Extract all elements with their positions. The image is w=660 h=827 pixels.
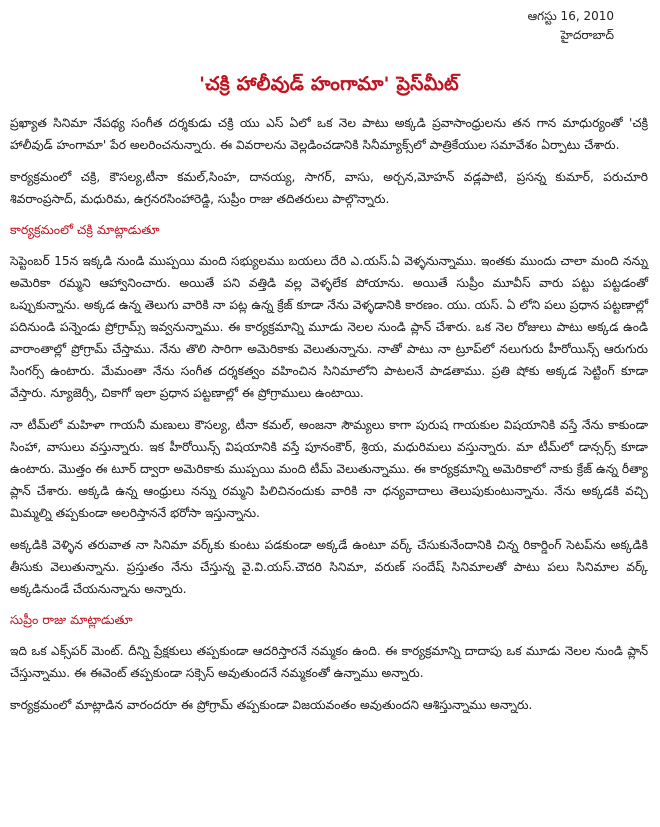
- article-title: 'చక్రి హాలీవుడ్ హంగామా' ప్రెస్‌మీట్: [199, 73, 459, 95]
- section-heading-raju: సుప్రీం రాజు మాట్లాడుతూ: [10, 612, 133, 627]
- article-meta: [10, 0, 648, 45]
- paragraph-chakri-1: సెప్టెంబర్ 15న ఇక్కడి నుండి ముప్పయి మంది సభ్యులము బయలు దేరి ఎ.యస్.ఏ వెళ్ళనున్నాము. ఇంతకు ముందు చాలా మంది నన్ను అమెరికా రమ్మని ఆహ్వానించారు. అయితే పని వత్తిడి వల్ల వెళ్ళలేక పోయాను. అయితే సుప్రీం మూవీస్ వారు పట్టు పట్టడంతో ఒప్పుకున్నాను. అక్కడ ఉన్న తెలుగు వారికి నా పట్ల ఉన్న క్రేజ్ కూడా నేను వెళ్ళడానికి కారణం. యు. యస్. ఏ లోని పలు ప్రధాన పట్టణాల్లో పదినుండి పన్నెండు ప్రోగ్రామ్స్ ఇవ్వనున్నాము. ఈ కార్యక్రమాన్ని మూడు నెలల నుండి ప్లాన్ చేశారు. ఒక నెల రోజులు పాటు అక్కడ ఉండి వారాంతాల్లో ప్రోగ్రామ్ చేస్తాము. నేను తొలి సారిగా అమెరికాకు వెలుతున్నాను. నాతో పాటు నా ట్రూప్‌లో నలుగురు హీరోయిన్స్ ఆరుగురు సింగర్స్ ఉంటారు. మేమంతా నేను సంగీత దర్శకత్వం వహించిన సినిమాలోని పాటలనే పాడతాము. ప్రతి షోకు అక్కడ సెట్టింగ్ కూడా వేస్తారు. న్యూజెర్సీ, చికాగో ఇలా ప్రధాన పట్టణాల్లో ఈ ప్రోగ్రాములు ఉంటాయి.: [10, 254, 648, 400]
- paragraph-chakri-3: అక్కడికి వెళ్ళిన తరువాత నా సినిమా వర్క్‌కు కుంటు పడకుండా అక్కడే ఉంటూ వర్క్ చేసుకునేందానికి చిన్న రికార్డింగ్ సెటప్‌ను అక్కడికి తీసుకు వెలుతున్నాను. ప్రస్తుతం నేను చేస్తున్న వై.వి.యస్.చౌదరి సినిమా, వరుణ్ సందేష్ సినిమాలతో పాటు పలు సినిమాల వర్క్ అక్కడినుండే చేయనున్నాను అన్నారు.: [10, 538, 648, 596]
- section-heading-chakri: కార్యక్రమంలో చక్రి మాట్లాడుతూ: [10, 222, 160, 237]
- paragraph-raju-1: ఇది ఒక ఎక్స్‌పర్ మెంట్. దీన్ని ప్రేక్షకులు తప్పకుండా ఆదరిస్తారనే నమ్మకం ఉంది. ఈ కార్యక్రమాన్ని దాదాపు ఒక మూడు నెలల నుండి ప్లాన్ చేస్తున్నాము. ఈ ఈవెంట్ తప్పకుండా సక్సెస్ అవుతుందనే నమ్మకంతో ఉన్నాము అన్నారు.: [10, 644, 648, 680]
- paragraph-attendees: కార్యక్రమంలో చక్రి, కౌసల్య,టీనా కమల్,సింహ, దానయ్య, సాగర్, వాసు, అర్చన,మోహన్ వడ్లపాటి, ప్రసన్న కుమార్, పరుచూరి శివరాంప్రసాద్, మధురిమ, ఉగ్రనరసింహారెడ్డి, సుప్రీం రాజు తదితరులు పాల్గొన్నారు.: [10, 170, 648, 206]
- article-place: హైదరాబాద్: [560, 28, 614, 42]
- article-date: ఆగస్టు 16, 2010: [527, 9, 614, 23]
- paragraph-chakri-2: నా టీమ్‌లో మహిళా గాయనీ మణులు కౌసల్య, టీనా కమల్, అంజనా సౌమ్యలు కాగా పురుష గాయకుల విషయానికి వస్తే నేను కాకుండా సింహా, వాసులు వస్తున్నారు. ఇక హీరోయిన్స్ విషయానికి వస్తే పూనంకౌర్, శ్రియ, మధురిమలు వస్తున్నారు. మా టీమ్‌లో డాన్సర్స్ కూడా ఉంటారు. మొత్తం ఈ టూర్ ద్వారా అమెరికాకు ముప్పయి మంది టీమ్ వెలుతున్నాము. ఈ కార్యక్రమాన్ని అమెరికాలో నాకు క్రేజ్ ఉన్న రీత్యా ప్లాన్ చేశారు. అక్కడి ఉన్న ఆంధ్రులు నన్ను రమ్మని పిలిచినందుకు వారికి నా ధన్యవాదాలు తెలుపుకుంటున్నాను. నేను అక్కడకి వచ్చి మిమ్మల్ని తప్పకుండా అలరిస్తాననే భరోసా ఇస్తున్నాను.: [10, 418, 648, 520]
- paragraph-closing: కార్యక్రమంలో మాట్లాడిన వారందరూ ఈ ప్రోగ్రామ్ తప్పకుండా విజయవంతం అవుతుందని ఆశిస్తున్నాము అన్నారు.: [10, 698, 533, 712]
- paragraph-intro: ప్రఖ్యాత సినిమా నేపథ్య సంగీత దర్శకుడు చక్రి యు ఎస్ ఏలో ఒక నెల పాటు అక్కడి ప్రవాసాంధ్రులను తన గాన మాధుర్యంతో 'చక్రి హాలీవుడ్ హంగామా' పేర అలరించనున్నారు. ఈ వివరాలను వెల్లడించడానికి సినీమ్యాక్స్‌లో పాత్రికేయుల సమావేశం ఏర్పాటు చేశారు.: [10, 116, 648, 152]
